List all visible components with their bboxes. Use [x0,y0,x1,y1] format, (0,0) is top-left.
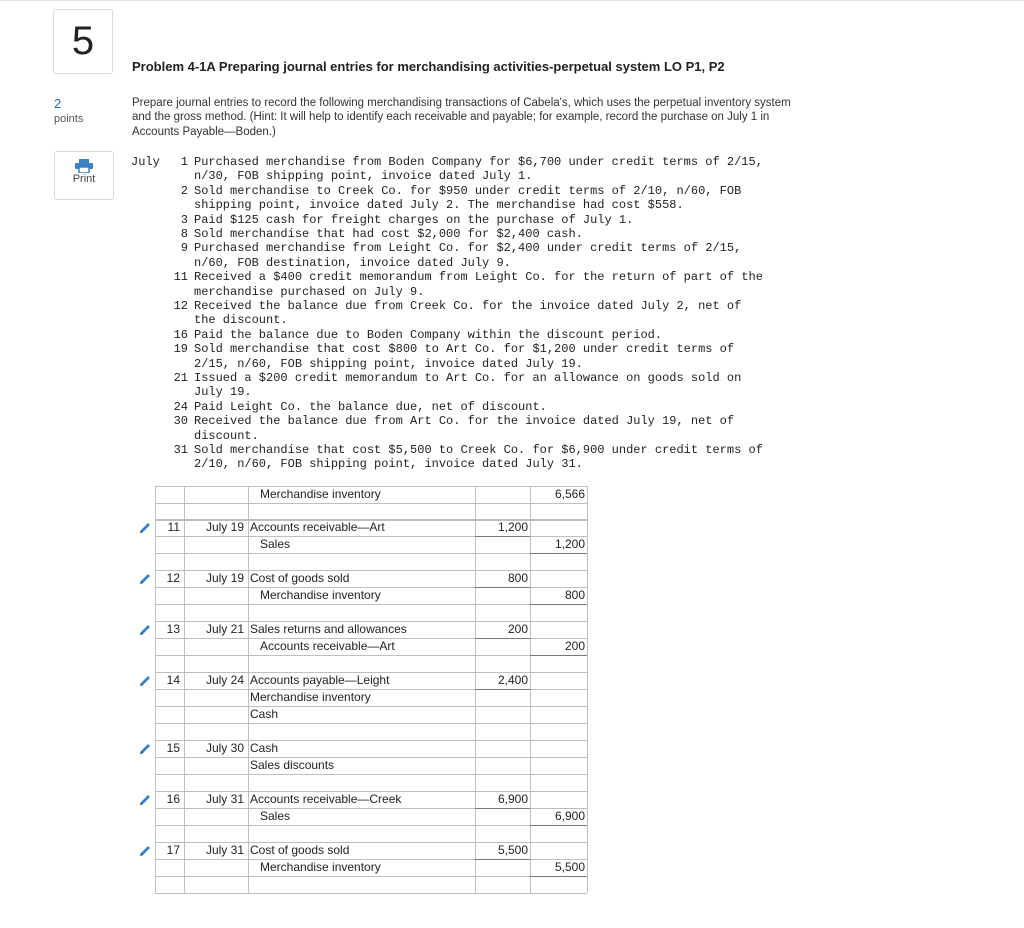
account-cell: Cash [250,707,279,721]
edit-pencil-icon[interactable] [137,520,153,536]
table-rule [530,825,587,826]
table-column-rule [587,672,588,740]
entry-number: 12 [166,571,180,585]
account-cell: Accounts receivable—Creek [250,792,402,806]
debit-field[interactable] [475,689,530,706]
entry-number: 16 [166,792,180,806]
transaction-day: 21 [173,371,188,385]
entry-number: 11 [167,520,180,534]
transaction-day: 2 [180,183,188,198]
table-column-rule [587,740,588,791]
table-column-rule [155,519,156,570]
table-rule [155,655,587,656]
account-cell: Sales [260,809,291,823]
print-label: Print [72,173,96,185]
account-cell: Merchandise inventory [260,588,381,602]
transaction-text: Sold merchandise that cost $5,500 to Creek Co. for $6,900 under credit terms of 2/10, n/60, FOB shipping point, invoice dated July 31. [194,443,763,472]
credit-cell: 1,200 [554,537,585,551]
entry-number: 14 [166,673,180,687]
transaction-text: Received a $400 credit memorandum from Leight Co. for the return of part of the merchandise purchased on July 9. [194,270,763,299]
table-column-rule [155,740,156,791]
entry-number: 13 [166,622,180,636]
credit-field[interactable] [530,791,587,808]
debit-field[interactable] [475,740,530,757]
account-cell: Accounts receivable—Art [250,520,385,534]
credit-cell: 5,500 [554,860,585,874]
entry-date: July 31 [205,843,244,857]
transaction-day: 16 [173,327,188,342]
entry-date: July 19 [205,571,244,585]
table-column-rule [155,791,156,842]
transaction-day: 30 [173,414,188,429]
transaction-text: Paid Leight Co. the balance due, net of discount. [194,399,547,414]
account-cell: Merchandise inventory [260,487,381,501]
table-rule [155,723,587,724]
debit-field[interactable] [475,638,530,655]
debit-field[interactable] [475,536,530,553]
credit-field[interactable] [530,672,587,689]
transaction-day: 8 [180,227,188,241]
edit-pencil-icon[interactable] [137,843,153,859]
credit-field[interactable] [530,842,587,859]
table-column-rule [184,621,185,672]
debit-cell: 200 [507,622,528,636]
entry-number: 17 [166,843,180,857]
credit-cell: 800 [564,588,585,602]
table-column-rule [155,621,156,672]
credit-cell: 6,900 [554,809,585,823]
entry-number: 15 [166,741,180,755]
debit-field[interactable] [475,808,530,825]
edit-pencil-icon[interactable] [137,571,153,587]
account-cell: Accounts payable—Leight [250,673,390,687]
table-rule [530,604,587,605]
debit-field[interactable] [475,757,530,774]
account-cell: Cost of goods sold [250,571,350,585]
table-column-rule [587,621,588,672]
edit-pencil-icon[interactable] [137,673,153,689]
entry-date: July 19 [205,520,244,534]
table-rule [155,876,587,877]
debit-cell: 1,200 [497,520,528,534]
table-rule [155,553,587,554]
account-cell: Sales discounts [250,758,335,772]
table-rule [155,825,587,826]
table-rule [155,604,587,605]
debit-field[interactable] [475,706,530,723]
account-cell: Cash [250,741,279,755]
problem-title: Problem 4-1A Preparing journal entries for merchandising activities-perpetual system LO P1, P2 [132,59,725,74]
transaction-text: Paid the balance due to Boden Company within the discount period. [194,327,663,342]
transaction-day: 12 [173,299,188,313]
credit-field[interactable] [530,740,587,757]
transaction-text: Sold merchandise that had cost $2,000 for $2,400 cash. [194,227,583,241]
account-cell: Merchandise inventory [250,690,371,704]
transaction-day: 11 [173,270,188,285]
table-column-rule [587,570,588,621]
points-label: points [54,113,84,125]
entry-date: July 24 [205,673,244,687]
entry-date: July 21 [205,622,244,636]
transaction-text: Received the balance due from Art Co. for the invoice dated July 19, net of discount. [194,414,735,443]
transaction-day: 3 [180,212,188,227]
account-cell: Sales [260,537,291,551]
points-value: 2 [54,96,62,111]
edit-pencil-icon[interactable] [137,792,153,808]
edit-pencil-icon[interactable] [137,622,153,638]
table-rule [155,893,587,894]
transaction-day: 1 [180,155,188,169]
transaction-text: Purchased merchandise from Leight Co. for $2,400 under credit terms of 2/15, n/60, FOB destination, invoice dated July 9. [194,241,742,270]
printer-icon [74,159,94,173]
credit-field[interactable] [530,519,587,536]
table-column-rule [587,791,588,842]
question-number: 5 [53,9,113,74]
credit-field[interactable] [530,570,587,587]
table-column-rule [184,519,185,570]
debit-cell: 6,900 [497,792,528,806]
account-cell: Accounts receivable—Art [260,639,395,653]
table-column-rule [184,570,185,621]
transaction-day: 31 [173,443,188,457]
transaction-text: Sold merchandise to Creek Co. for $950 under credit terms of 2/10, n/60, FOB shipping point, invoice dated July 2. The merchandise had cost $558. [194,183,742,213]
transaction-text: Issued a $200 credit memorandum to Art Co. for an allowance on goods sold on July 19. [194,371,742,400]
table-column-rule [155,842,156,893]
transaction-text: Received the balance due from Creek Co. for the invoice dated July 2, net of the discount. [194,299,742,328]
top-divider [0,0,1024,1]
edit-pencil-icon[interactable] [137,741,153,757]
table-rule [530,553,587,554]
debit-field[interactable] [475,587,530,604]
transaction-text: Sold merchandise that cost $800 to Art Co. for $1,200 under credit terms of 2/15, n/60, FOB shipping point, invoice dated July 19. [194,342,735,371]
table-column-rule [587,486,588,520]
debit-field[interactable] [475,859,530,876]
credit-field[interactable] [530,621,587,638]
entry-date: July 31 [205,792,244,806]
debit-cell: 2,400 [497,673,528,687]
table-rule [155,503,587,504]
table-rule [155,774,587,775]
account-cell: Sales returns and allowances [250,622,407,636]
debit-cell: 800 [507,571,528,585]
print-button[interactable] [54,151,114,200]
table-rule [530,655,587,656]
transactions-month: July [131,155,160,169]
transaction-text: Purchased merchandise from Boden Company for $6,700 under credit terms of 2/15, n/30, FOB shipping point, invoice dated July 1. [194,155,763,184]
account-cell: Merchandise inventory [260,860,381,874]
transaction-day: 19 [173,342,188,357]
table-rule [530,876,587,877]
table-column-rule [587,842,588,893]
credit-field[interactable] [530,757,587,774]
transaction-day: 24 [173,399,188,414]
credit-cell: 200 [564,639,585,653]
table-column-rule [184,740,185,791]
credit-cell: 6,566 [554,487,585,501]
table-column-rule [184,791,185,842]
table-column-rule [587,519,588,570]
table-column-rule [184,842,185,893]
account-cell: Cost of goods sold [250,843,350,857]
debit-cell: 5,500 [497,843,528,857]
credit-field[interactable] [530,706,587,723]
table-column-rule [155,570,156,621]
credit-field[interactable] [530,689,587,706]
transaction-text: Paid $125 cash for freight charges on the purchase of July 1. [194,212,634,227]
entry-date: July 30 [205,741,244,755]
problem-instructions: Prepare journal entries to record the following merchandising transactions of Cabela's, which uses the perpetual inventory system and the gross method. (Hint: It will help to identify each receivable and payable; for example, record the purchase on July 1 in Accounts Payable—Boden.) [132,97,791,138]
transaction-day: 9 [180,241,188,256]
